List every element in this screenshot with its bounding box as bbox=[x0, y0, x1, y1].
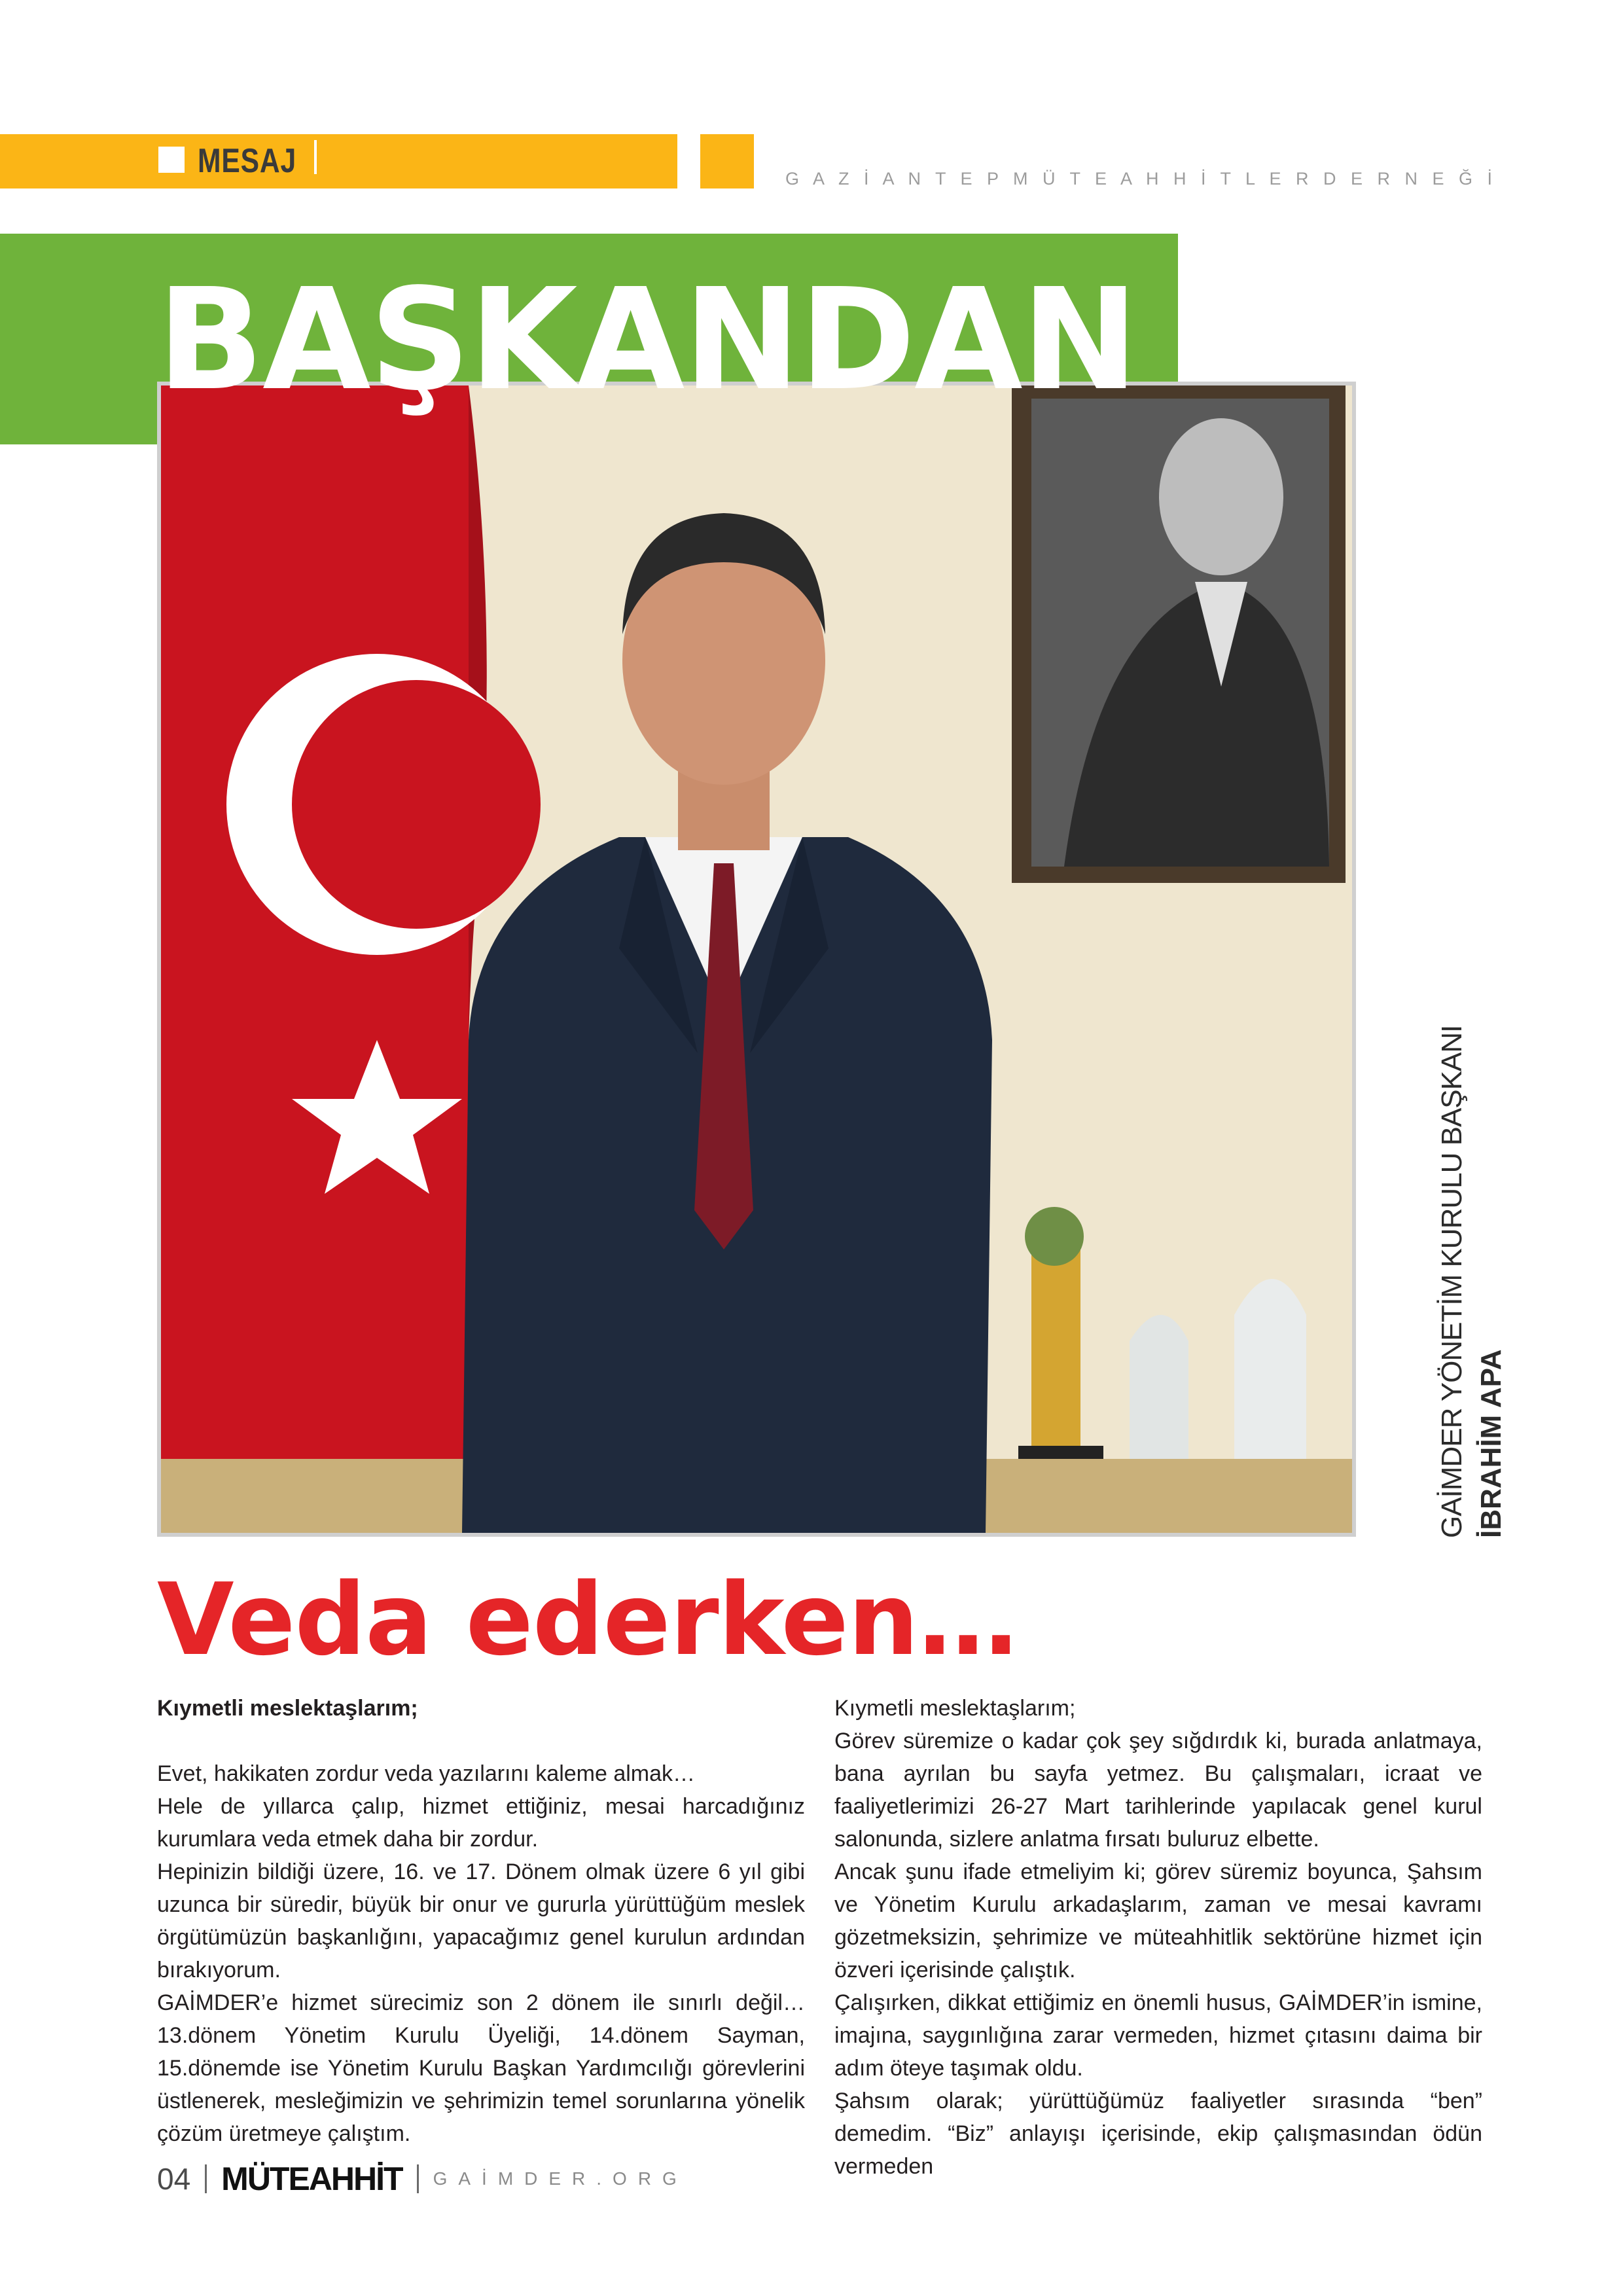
page-title: BAŞKANDAN bbox=[157, 259, 1137, 422]
paragraph: Çalışırken, dikkat ettiğimiz en önemli husus, GAİMDER’in ismine, imajına, saygınlığına zarar vermeden, hizmet çıtasını daima bir adım öteye taşımak oldu. bbox=[834, 1990, 1482, 2081]
section-marker-square bbox=[158, 147, 185, 173]
page-footer bbox=[157, 2160, 688, 2199]
paragraph: Hepinizin bildiği üzere, 16. ve 17. Dönem olmak üzere 6 yıl gibi uzunca bir süredir, büyük bir onur ve gururla yürüttüğüm meslek örgütümüzün başkanlığını, yapacağımız genel kurulun ardından bırakıyorum. bbox=[157, 1859, 805, 1982]
section-separator bbox=[314, 140, 317, 174]
footer-separator bbox=[205, 2164, 207, 2193]
photo-illustration bbox=[161, 386, 1352, 1533]
greeting: Kıymetli meslektaşlarım; bbox=[157, 1696, 418, 1721]
header-accent-bar bbox=[0, 134, 677, 188]
paragraph: Evet, hakikaten zordur veda yazılarını kaleme almak… bbox=[157, 1761, 696, 1786]
website-url: GAİMDER.ORG bbox=[433, 2168, 688, 2189]
paragraph: GAİMDER’e hizmet sürecimiz son 2 dönem ile sınırlı değil… 13.dönem Yönetim Kurulu Üyeliği, 14.dönem Sayman, 15.dönemde ise Yönetim Kurulu Başkan Yardımcılığı görevlerini üstlenerek, mesleğimizin ve şehrimizin temel sorunlarına yönelik çözüm üretmeye çalıştım. bbox=[157, 1990, 805, 2146]
paragraph: Ancak şunu ifade etmeliyim ki; görev süremiz boyunca, Şahsım ve Yönetim Kurulu arkadaşlarım, zaman ve mesai kavramı gözetmeksizin, şehrimize ve müteahhitlik sektörüne hizmet için özveri içerisinde çalıştık. bbox=[834, 1859, 1482, 1982]
caption-role: GAİMDER YÖNETİM KURULU BAŞKANI bbox=[1436, 1025, 1468, 1538]
paragraph: Hele de yıllarca çalıp, hizmet ettiğiniz, mesai harcadığınız kurumlara veda etmek daha bir zordur. bbox=[157, 1794, 805, 1852]
paragraph: Görev süremize o kadar çok şey sığdırdık ki, burada anlatmaya, bana ayrılan bu sayfa yetmez. Bu çalışmaları, icraat ve faaliyetlerimizi 26-27 Mart tarihlerinde yapılacak genel kurul salonunda, sizlere anlatma fırsatı buluruz elbette. bbox=[834, 1729, 1482, 1852]
greeting: Kıymetli meslektaşlarım; bbox=[834, 1696, 1076, 1721]
president-photo bbox=[157, 382, 1356, 1537]
section-label: MESAJ bbox=[198, 142, 297, 180]
organization-name: G A Z İ A N T E P M Ü T E A H H İ T L E R D E R N E Ğ İ bbox=[785, 169, 1492, 188]
caption-name: İBRAHİM APA bbox=[1475, 1349, 1507, 1538]
article-headline: Veda ederken… bbox=[157, 1562, 1017, 1677]
paragraph: Şahsım olarak; yürüttüğümüz faaliyetler sırasında “ben” demedim. “Biz” anlayışı içerisinde, ekip çalışmasından ödün vermeden bbox=[834, 2089, 1482, 2179]
magazine-name: MÜTEAHHİT bbox=[221, 2161, 402, 2197]
photo-caption bbox=[1433, 1025, 1510, 1538]
article-column-left bbox=[157, 1692, 805, 2150]
header-accent-tab bbox=[700, 134, 754, 188]
article-column-right bbox=[834, 1692, 1482, 2183]
page-number: 04 bbox=[157, 2162, 191, 2196]
footer-separator bbox=[417, 2164, 419, 2193]
